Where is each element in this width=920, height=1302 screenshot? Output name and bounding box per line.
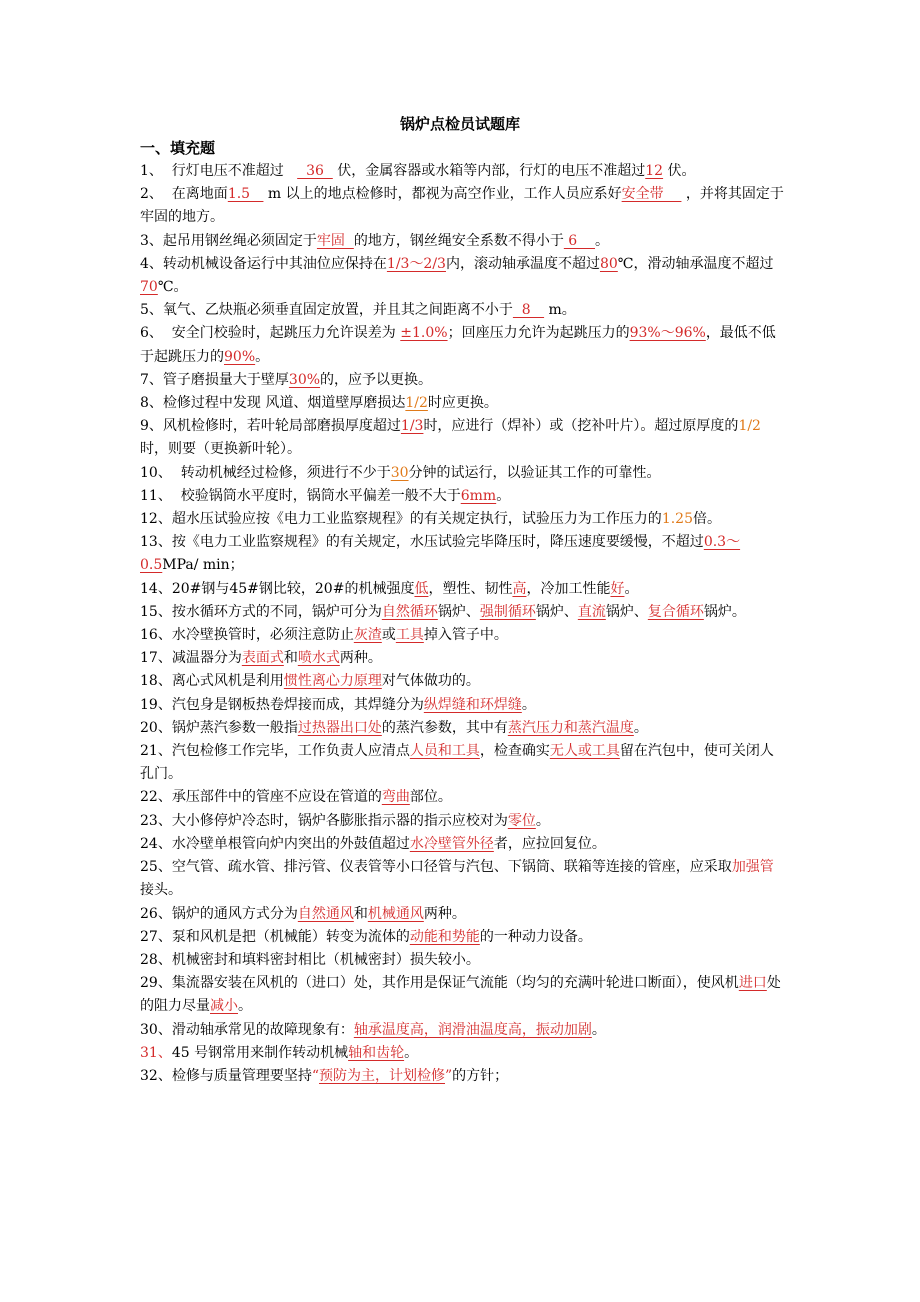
question-text: 锅炉、 — [605, 603, 648, 620]
question-item — [140, 1065, 786, 1088]
question-item — [140, 740, 786, 786]
question-text: ，最低不低于起跳压力的 — [140, 325, 776, 365]
question-text: 时应更换。 — [427, 395, 498, 412]
answer-text: 工具 — [395, 627, 424, 644]
question-text: 5、氧气、乙炔瓶必须垂直固定放置，并且其之间距离不小于 — [140, 302, 513, 319]
answer-text: 1.25 — [661, 511, 693, 528]
answer-text: 12 — [645, 163, 664, 179]
question-text: 12、超水压试验应按《电力工业监察规程》的有关规定执行，试验压力为工作压力的 — [140, 511, 662, 528]
answer-text: 动能和势能 — [409, 928, 480, 945]
question-text: 部位。 — [409, 789, 452, 806]
document-title: 锅炉点检员试题库 — [399, 115, 520, 133]
answer-text: 36 — [297, 163, 333, 179]
question-text: 分钟的试运行，以验证其工作的可靠性。 — [408, 464, 661, 481]
question-item — [140, 903, 786, 926]
answer-text: 30% — [288, 371, 321, 388]
question-text: 锅炉、 — [437, 603, 480, 620]
question-text: 。 — [591, 1021, 606, 1038]
question-text: 。 — [633, 719, 648, 736]
question-text: 和 — [283, 650, 298, 667]
question-item — [140, 786, 786, 809]
question-item — [140, 949, 786, 972]
question-text: 锅炉。 — [703, 603, 746, 620]
answer-text: 1/2 — [405, 395, 428, 412]
question-text: 。 — [238, 998, 252, 1015]
question-text: 时，则要（更换新叶轮）。 — [140, 441, 301, 458]
answer-text: 80 — [599, 255, 618, 272]
question-text: ；回座压力允许为起跳压力的 — [447, 325, 630, 342]
answer-text: 自然循环 — [381, 603, 438, 620]
question-text: ，检查确实 — [479, 743, 550, 760]
answer-text: 30 — [390, 464, 409, 481]
answer-text: 弯曲 — [381, 789, 410, 806]
question-text: 4、转动机械设备运行中其油位应保持在 — [140, 255, 387, 272]
answer-text: 预防为主，计划检修 — [319, 1067, 445, 1084]
question-item — [140, 462, 786, 485]
question-text: ℃，滑动轴承温度不超过 — [617, 255, 774, 272]
question-text: 3、起吊用钢丝绳必须固定于 — [140, 232, 317, 249]
question-text: 锅炉、 — [535, 603, 578, 620]
answer-text: 90% — [224, 348, 256, 365]
question-item — [140, 717, 786, 740]
question-text: 25、空气管、疏水管、排污管、仪表管等小口径管与汽包、下锅筒、联箱等连接的管座，应采取 — [140, 859, 732, 876]
question-item — [140, 415, 786, 461]
question-item — [140, 485, 786, 508]
question-item — [140, 856, 786, 902]
question-item — [140, 230, 786, 253]
question-text: 2、 在离地面 — [140, 186, 228, 203]
question-text: 时，应进行（焊补）或（挖补叶片）。超过原厚度的 — [423, 418, 739, 435]
question-item — [140, 670, 786, 693]
answer-text: 强制循环 — [479, 603, 536, 620]
question-text: 11、 校验锅筒水平度时，锅筒水平偏差一般不大于 — [140, 487, 461, 504]
question-text: 8、检修过程中发现 风道、烟道壁厚磨损达 — [140, 395, 406, 412]
answer-text: 高 — [512, 580, 527, 597]
answer-text: 轴和齿轮 — [348, 1044, 405, 1061]
section-heading: 一、填充题 — [140, 139, 216, 157]
question-text: 的，应予以更换。 — [320, 371, 433, 388]
answer-text: 31、 — [140, 1044, 172, 1061]
answer-text: 零位 — [507, 812, 536, 829]
answer-text: 惯性离心力原理 — [283, 673, 382, 690]
answer-text: 好 — [610, 580, 625, 597]
question-item — [140, 926, 786, 949]
question-text: ，冷加工性能 — [526, 580, 611, 597]
answer-text: ±1.0% — [400, 325, 448, 342]
question-text: 7、管子磨损量大于壁厚 — [140, 371, 289, 388]
answer-text: 加强管 — [731, 859, 774, 876]
question-text: 接头。 — [140, 882, 182, 899]
question-item — [140, 160, 786, 183]
answer-text: 人员和工具 — [409, 743, 480, 760]
answer-text: 纵焊缝和环焊缝 — [423, 696, 522, 713]
question-text: 13、按《电力工业监察规程》的有关规定，水压试验完毕降压时，降压速度要缓慢，不超过 — [140, 534, 704, 551]
question-item — [140, 299, 786, 322]
question-text: 26、锅炉的通风方式分为 — [140, 905, 298, 922]
question-item — [140, 369, 786, 392]
question-text: 27、泵和风机是把（机械能）转变为流体的 — [140, 928, 410, 945]
answer-text: 无人或工具 — [549, 743, 620, 760]
question-item — [140, 972, 786, 1018]
question-text: 。 — [496, 487, 511, 504]
answer-text: 喷水式 — [297, 650, 340, 667]
question-text: MPa/ min； — [162, 557, 244, 574]
question-text: 21、汽包检修工作完毕，工作负责人应清点 — [140, 743, 410, 760]
answer-text: 过热器出口处 — [297, 719, 382, 736]
question-item — [140, 601, 786, 624]
question-item — [140, 833, 786, 856]
answer-text: 0.3～0.5 — [140, 534, 741, 574]
question-text: 者，应拉回复位。 — [493, 835, 606, 852]
answer-text: 表面式 — [241, 650, 284, 667]
question-text: 18、离心式风机是利用 — [140, 673, 284, 690]
question-text: 14、20#钢与45#钢比较，20#的机械强度 — [140, 580, 415, 597]
question-item — [140, 810, 786, 833]
question-text: 的地方，钢丝绳安全系数不得小于 — [353, 232, 564, 249]
question-text: 19、汽包身是钢板热卷焊接而成，其焊缝分为 — [140, 696, 424, 713]
question-text: 17、减温器分为 — [140, 650, 242, 667]
question-text: 内，滚动轴承温度不超过 — [445, 255, 600, 272]
answer-text: 直流 — [577, 603, 606, 620]
answer-text: 93%～96% — [629, 325, 706, 342]
answer-text: 进口 — [738, 975, 767, 992]
answer-text: 70 — [140, 279, 158, 296]
answer-text: 牢固 — [316, 232, 354, 249]
question-text: 23、大小修停炉冷态时，锅炉各膨胀指示器的指示应校对为 — [140, 812, 508, 829]
question-text: 倍。 — [692, 511, 721, 528]
question-text: 24、水冷壁单根管向炉内突出的外鼓值超过 — [140, 835, 410, 852]
question-text: 掉入管子中。 — [423, 627, 508, 644]
question-item — [140, 624, 786, 647]
question-text: 。 — [535, 812, 550, 829]
answer-text: 1/3～2/3 — [386, 255, 446, 272]
question-text: 30、滑动轴承常见的故障现象有： — [140, 1021, 354, 1038]
question-text: 。 — [521, 696, 536, 713]
answer-text: 6 — [563, 232, 595, 249]
question-text: m。 — [544, 302, 576, 319]
question-text: 。 — [624, 580, 639, 597]
answer-text: 机械通风 — [367, 905, 424, 922]
answer-text: 轴承温度高，润滑油温度高，振动加剧 — [353, 1021, 592, 1038]
question-text: 22、承压部件中的管座不应设在管道的 — [140, 789, 382, 806]
question-item — [140, 508, 786, 531]
question-item — [140, 392, 786, 415]
question-item — [140, 1019, 786, 1042]
question-text: 两种。 — [339, 650, 382, 667]
question-text: ，塑性、韧性 — [428, 580, 513, 597]
question-text: 的蒸汽参数，其中有 — [381, 719, 508, 736]
question-text: 的一种动力设备。 — [479, 928, 592, 945]
answer-text: 1/2 — [738, 418, 761, 435]
answer-text: 8 — [512, 302, 545, 319]
question-text: 20、锅炉蒸汽参数一般指 — [140, 719, 298, 736]
answer-text: 6mm — [460, 487, 497, 504]
question-text: 16、水冷壁换管时，必须注意防止 — [140, 627, 354, 644]
question-text: ，并将其固定于牢固的地方。 — [140, 186, 784, 226]
question-item — [140, 253, 786, 299]
answer-text: 水冷壁管外径 — [409, 835, 494, 852]
question-item — [140, 322, 786, 368]
question-text: 对气体做功的。 — [381, 673, 480, 690]
answer-text: 蒸汽压力和蒸汽温度 — [507, 719, 634, 736]
question-text: ℃。 — [157, 279, 188, 296]
question-text: 处的阻力尽量 — [140, 975, 781, 1015]
question-text: 或 — [381, 627, 396, 644]
question-text: 32、检修与质量管理要坚持 — [140, 1067, 312, 1084]
question-list — [140, 160, 786, 1088]
question-text: 。 — [404, 1044, 419, 1061]
answer-text: 低 — [414, 580, 429, 597]
question-text: 。 — [255, 348, 270, 365]
question-item — [140, 1042, 786, 1065]
question-text: m 以上的地点检修时，都视为高空作业，工作人员应系好 — [263, 186, 622, 203]
answer-text: 复合循环 — [647, 603, 704, 620]
question-text: 的方针； — [452, 1067, 509, 1084]
question-item — [140, 694, 786, 717]
question-text: 伏，金属容器或水箱等内部，行灯的电压不准超过 — [332, 163, 646, 179]
question-text: 29、集流器安装在风机的（进口）处，其作用是保证气流能（均匀的充满叶轮进口断面），使风机 — [140, 975, 739, 992]
question-text: 伏。 — [663, 163, 696, 179]
answer-text: ” — [445, 1067, 453, 1084]
answer-text: “ — [311, 1067, 319, 1084]
question-item — [140, 531, 786, 577]
question-text: 1、 行灯电压不准超过 — [140, 163, 298, 179]
question-text: 28、机械密封和填料密封相比（机械密封）损失较小。 — [140, 951, 480, 968]
question-text: 45 号钢常用来制作转动机械 — [171, 1044, 349, 1061]
question-item — [140, 647, 786, 670]
question-text: 和 — [353, 905, 368, 922]
question-text: 10、 转动机械经过检修，须进行不少于 — [140, 464, 391, 481]
question-text: 6、 安全门校验时，起跳压力允许误差为 — [140, 325, 401, 342]
question-text: 。 — [595, 232, 609, 249]
answer-text: 自然通风 — [297, 905, 354, 922]
question-item — [140, 578, 786, 601]
answer-text: 1.5 — [227, 186, 264, 203]
question-text: 9、风机检修时，若叶轮局部磨损厚度超过 — [140, 418, 401, 435]
answer-text: 1/3 — [400, 418, 424, 435]
question-item — [140, 183, 786, 229]
question-text: 15、按水循环方式的不同，锅炉可分为 — [140, 603, 382, 620]
question-text: 两种。 — [423, 905, 466, 922]
answer-text: 减小 — [210, 998, 238, 1015]
answer-text: 灰渣 — [353, 627, 382, 644]
answer-text: 安全带 — [621, 186, 682, 203]
question-text: 留在汽包中，使可关闭人孔门。 — [140, 743, 774, 783]
